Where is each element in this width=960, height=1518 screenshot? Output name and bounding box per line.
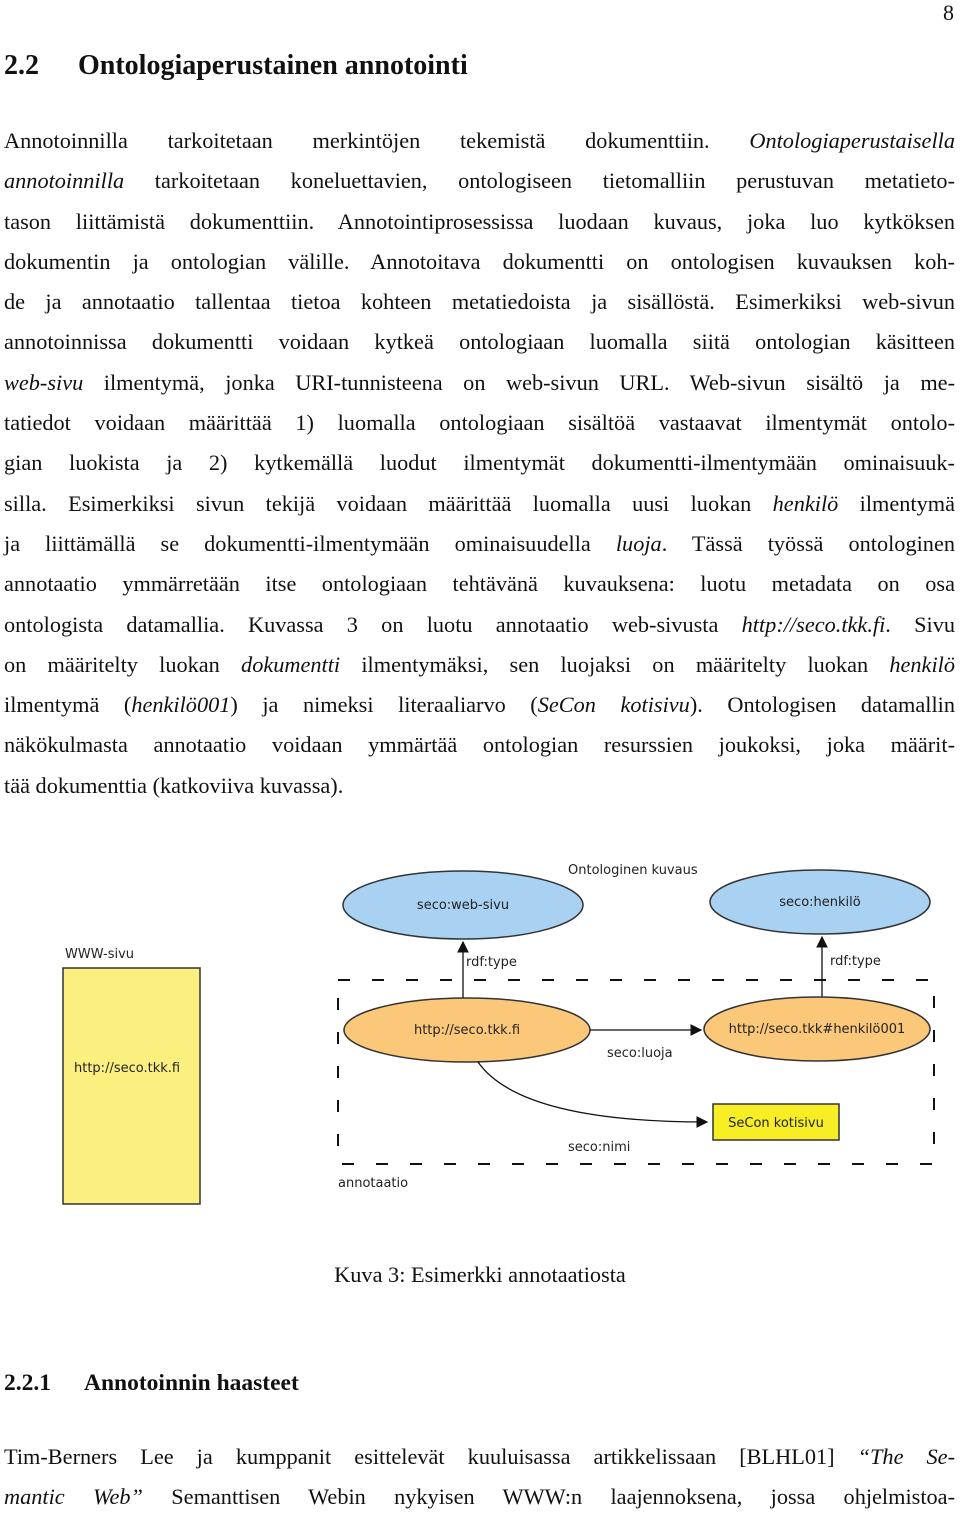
name-edge bbox=[478, 1062, 707, 1122]
annotation-label: annotaatio bbox=[338, 1176, 409, 1191]
annotation-diagram bbox=[0, 850, 960, 1210]
subsection-number: 2.2.1 bbox=[4, 1370, 51, 1396]
text-line bbox=[4, 1477, 955, 1517]
page-number: 8 bbox=[943, 0, 954, 25]
ontology-label: Ontologinen kuvaus bbox=[568, 863, 698, 878]
body-paragraph-annotation bbox=[4, 121, 955, 806]
www-url: http://seco.tkk.fi bbox=[74, 1061, 181, 1076]
italic-text: http://seco.tkk.fi bbox=[741, 611, 886, 637]
text-line bbox=[4, 685, 955, 725]
literal-label: SeCon kotisivu bbox=[728, 1116, 824, 1131]
section-title: Ontologiaperustainen annotointi bbox=[78, 50, 468, 81]
text-run: de ja annotaatio tallentaa tietoa kohteen metatiedoista ja sisällöstä. Esimerkiksi web-sivun bbox=[4, 289, 955, 315]
text-line bbox=[4, 363, 955, 403]
section-heading bbox=[4, 50, 468, 82]
text-run: tatiedot voidaan määrittää 1) luomalla ontologiaan sisältöä vastaavat ilmentymät ontolo- bbox=[4, 410, 955, 436]
instance-page-label: http://seco.tkk.fi bbox=[413, 1023, 521, 1038]
text-run: ilmentymä bbox=[838, 490, 956, 516]
italic-text: henkilö bbox=[772, 490, 839, 516]
text-line bbox=[4, 322, 955, 362]
creator-label: seco:luoja bbox=[607, 1046, 673, 1061]
text-run: ontologista datamallia. Kuvassa 3 on luotu annotaatio web-sivusta bbox=[4, 611, 742, 637]
text-line bbox=[4, 403, 955, 443]
body-paragraph-challenges bbox=[4, 1437, 955, 1518]
text-run: silla. Esimerkiksi sivun tekijä voidaan määrittää luomalla uusi luokan bbox=[4, 490, 773, 516]
text-line bbox=[4, 524, 955, 564]
section-number: 2.2 bbox=[4, 50, 39, 81]
text-run: ilmentymä ( bbox=[4, 692, 132, 718]
italic-text: luoja bbox=[615, 530, 662, 556]
rdf-type-label-page: rdf:type bbox=[466, 955, 517, 970]
text-line bbox=[4, 282, 955, 322]
italic-text: henkilö001 bbox=[131, 692, 231, 718]
text-run: Tim-Berners Lee ja kumppanit esittelevät kuuluisassa artikkelissaan [BLHL01] bbox=[4, 1444, 858, 1469]
text-line bbox=[4, 1437, 955, 1477]
text-run: tason liittämistä dokumenttiin. Annotointiprosessissa luodaan kuvaus, joka luo kytköksen bbox=[4, 208, 955, 234]
italic-text: “The Se- bbox=[857, 1444, 955, 1469]
subsection-heading bbox=[4, 1370, 299, 1397]
text-run: Annotoinnilla tarkoitetaan merkintöjen tekemistä dokumenttiin. bbox=[4, 128, 750, 153]
instance-person-label: http://seco.tkk#henkilö001 bbox=[728, 1022, 906, 1037]
www-page-box bbox=[63, 968, 200, 1204]
text-line bbox=[4, 766, 955, 806]
class-person-label: seco:henkilö bbox=[779, 895, 861, 910]
text-run: tarkoitetaan koneluettavien, ontologiseen tietomalliin perustuvan metatieto- bbox=[124, 168, 955, 194]
text-run: annotoinnissa dokumentti voidaan kytkeä ontologiaan luomalla siitä ontologian käsitteen bbox=[4, 329, 955, 355]
italic-text: Ontologiaperustaisella bbox=[749, 128, 955, 153]
text-line bbox=[4, 605, 955, 645]
text-run: . Tässä työssä ontologinen bbox=[661, 530, 955, 556]
italic-text: web-sivu bbox=[4, 369, 84, 395]
www-label: WWW-sivu bbox=[65, 947, 135, 962]
text-line bbox=[4, 484, 955, 524]
italic-text: henkilö bbox=[889, 651, 955, 677]
italic-text: mantic Web” bbox=[4, 1484, 143, 1510]
italic-text: SeCon kotisivu bbox=[537, 692, 690, 718]
text-line bbox=[4, 564, 955, 604]
text-run: ). Ontologisen datamallin bbox=[689, 692, 955, 718]
text-run: näkökulmasta annotaatio voidaan ymmärtää ontologian resurssien joukoksi, joka määrit- bbox=[4, 732, 955, 758]
text-run: dokumentin ja ontologian välille. Annotoitava dokumentti on ontologisen kuvauksen koh- bbox=[4, 248, 955, 274]
text-run: on määritelty luokan bbox=[4, 651, 242, 677]
text-run: annotaatio ymmärretään itse ontologiaan tehtävänä kuvauksena: luotu metadata on osa bbox=[4, 571, 955, 597]
subsection-title: Annotoinnin haasteet bbox=[84, 1370, 299, 1396]
text-run: ilmentymäksi, sen luojaksi on määritelty luokan bbox=[340, 651, 890, 677]
text-run: ilmentymä, jonka URI-tunnisteena on web-sivun URL. Web-sivun sisältö ja me- bbox=[83, 369, 955, 395]
italic-text: dokumentti bbox=[241, 651, 341, 677]
text-line bbox=[4, 725, 955, 765]
text-line bbox=[4, 202, 955, 242]
class-webpage-label: seco:web-sivu bbox=[416, 898, 510, 913]
text-run: tää dokumenttia (katkoviiva kuvassa). bbox=[4, 772, 344, 798]
text-line bbox=[4, 645, 955, 685]
text-line bbox=[4, 161, 955, 201]
text-run: . Sivu bbox=[885, 611, 956, 637]
text-run: ) ja nimeksi literaaliarvo ( bbox=[230, 692, 538, 718]
figure-caption: Kuva 3: Esimerkki annotaatiosta bbox=[334, 1262, 626, 1287]
text-run: ja liittämällä se dokumentti-ilmentymään ominaisuudella bbox=[4, 530, 616, 556]
rdf-type-label-person: rdf:type bbox=[830, 954, 881, 969]
text-run: Semanttisen Webin nykyisen WWW:n laajennoksena, jossa ohjelmistoa- bbox=[142, 1484, 956, 1510]
text-line bbox=[4, 242, 955, 282]
text-line bbox=[4, 121, 955, 161]
name-label: seco:nimi bbox=[568, 1140, 631, 1155]
italic-text: annotoinnilla bbox=[4, 168, 125, 194]
text-run: gian luokista ja 2) kytkemällä luodut ilmentymät dokumentti-ilmentymään ominaisuuk- bbox=[4, 450, 955, 476]
text-line bbox=[4, 443, 955, 483]
